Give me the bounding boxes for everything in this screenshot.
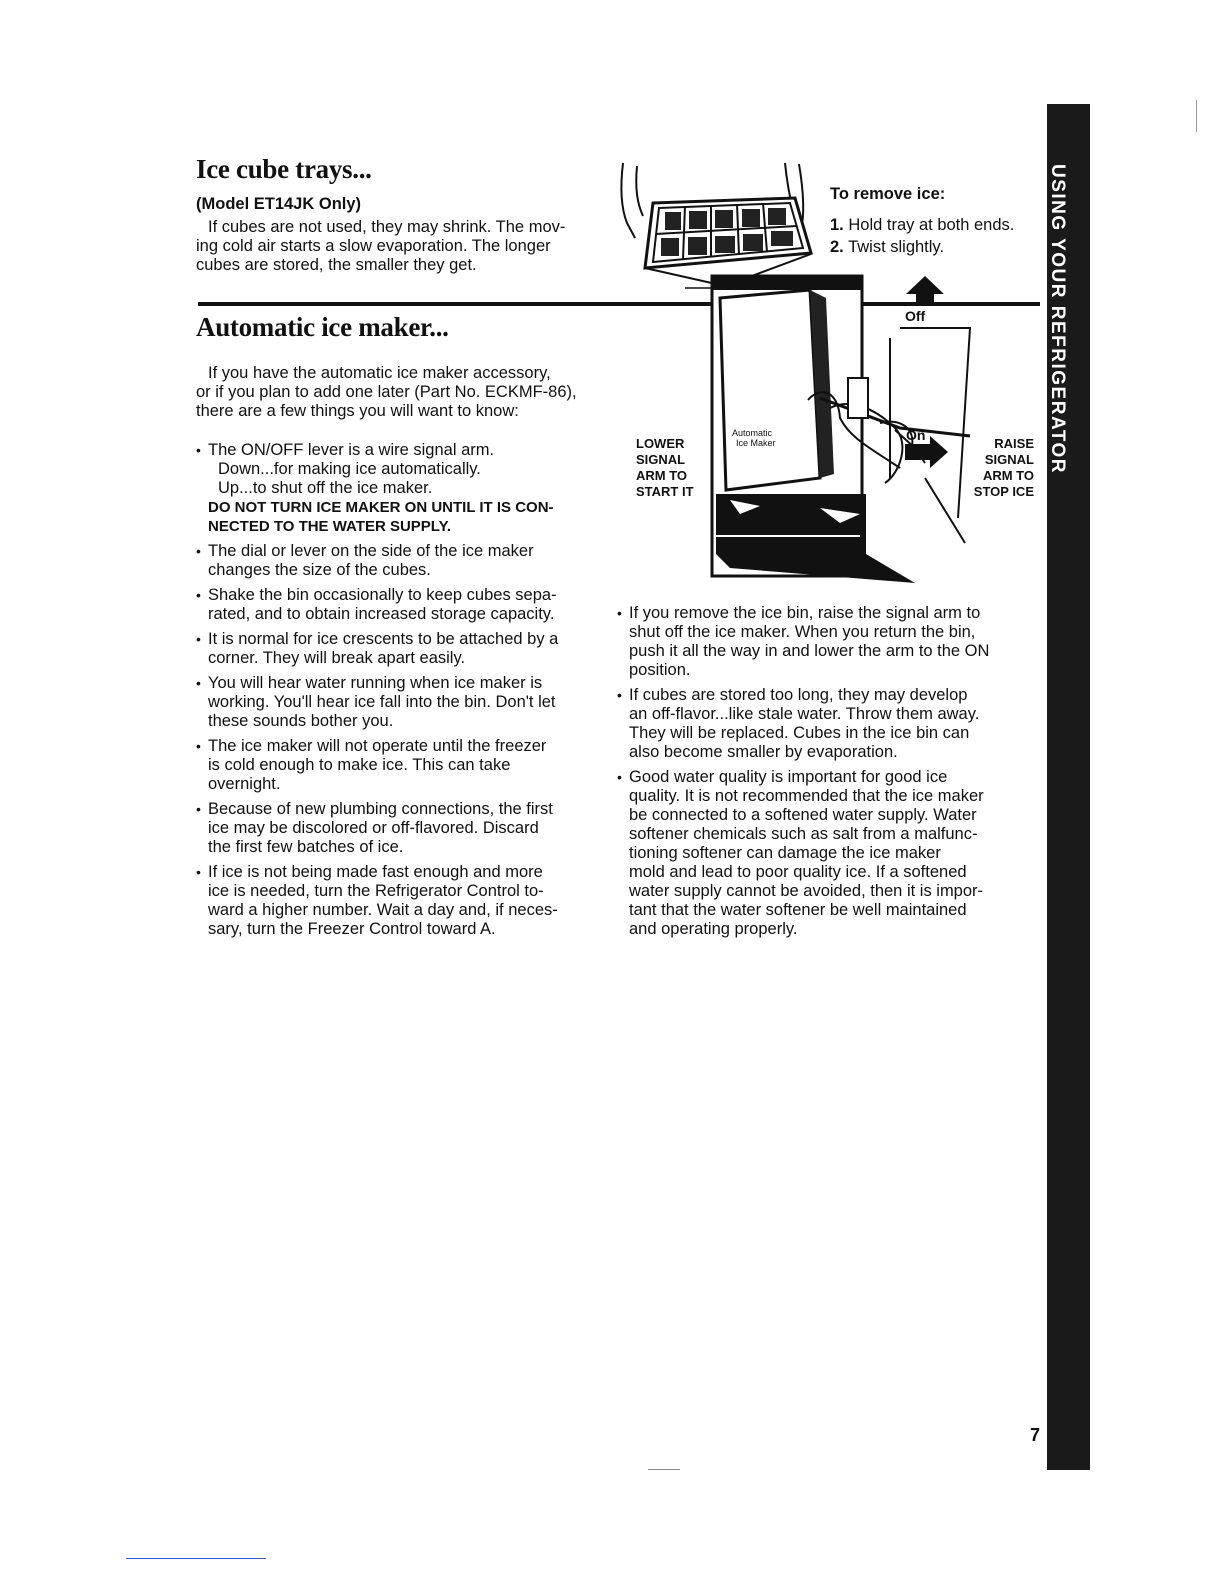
remove-step	[830, 216, 1014, 235]
intro-line: or if you plan to add one later (Part No. ECKMF-86),	[196, 383, 577, 401]
callout-line: STOP ICE	[973, 484, 1034, 499]
bullet-line: • The ice maker will not operate until the freezer	[208, 737, 547, 755]
scan-mark	[1196, 100, 1197, 132]
bullet-line: • The ON/OFF lever is a wire signal arm.	[208, 441, 495, 459]
unit-label: Automatic	[732, 428, 773, 438]
bullet-line: They will be replaced. Cubes in the ice bin can	[629, 724, 970, 742]
bullet-line: sary, turn the Freezer Control toward A.	[208, 920, 496, 938]
bullet-line: • Good water quality is important for good ice	[629, 768, 948, 786]
remove-ice-heading: To remove ice:	[830, 185, 946, 203]
warning-line: DO NOT TURN ICE MAKER ON UNTIL IT IS CON-	[208, 499, 554, 516]
list-item	[617, 686, 1037, 762]
step-number: 1.	[830, 216, 844, 234]
remove-step	[830, 238, 944, 257]
callout-line: ARM TO	[636, 468, 688, 483]
callout-line: START IT	[636, 484, 694, 499]
list-item	[617, 604, 1037, 680]
bullet-line: • If you remove the ice bin, raise the signal arm to	[629, 604, 981, 622]
callout-line: SIGNAL	[984, 452, 1034, 467]
bullet-line: softener chemicals such as salt from a malfunc-	[629, 825, 978, 843]
intro-line: If you have the automatic ice maker accessory,	[208, 364, 551, 382]
list-item	[196, 737, 614, 794]
step-text: Twist slightly.	[848, 238, 945, 256]
callout-line: LOWER	[636, 436, 685, 451]
bullet-line: shut off the ice maker. When you return the bin,	[629, 623, 976, 641]
bullet-line: ward a higher number. Wait a day and, if neces-	[208, 901, 558, 919]
bullet-line: rated, and to obtain increased storage capacity.	[208, 605, 555, 623]
intro-line: there are a few things you will want to know:	[196, 402, 519, 420]
automatic-ice-maker-title: Automatic ice maker...	[196, 312, 449, 342]
left-bullet-list	[196, 441, 614, 939]
raise-arm-callout	[968, 436, 1034, 500]
list-item	[196, 630, 614, 668]
callout-line: RAISE	[994, 436, 1034, 451]
off-label: Off	[905, 308, 926, 324]
paragraph-line: ing cold air starts a slow evaporation. The longer	[196, 237, 551, 255]
bullet-line: and operating properly.	[629, 920, 798, 938]
bullet-line: • If ice is not being made fast enough and more	[208, 863, 543, 881]
bullet-line: • The dial or lever on the side of the ice maker	[208, 542, 534, 560]
unit-label: Ice Maker	[736, 438, 776, 448]
list-item	[617, 768, 1037, 939]
bullet-line: mold and lead to poor quality ice. If a softened	[629, 863, 967, 881]
lower-arm-callout	[636, 436, 694, 500]
bullet-line: tant that the water softener be well maintained	[629, 901, 967, 919]
list-item	[196, 441, 614, 536]
bullet-line: position.	[629, 661, 691, 679]
on-label: On	[906, 427, 926, 443]
bullet-line: ice is needed, turn the Refrigerator Control to-	[208, 882, 544, 900]
bullet-line: • Shake the bin occasionally to keep cubes sepa-	[208, 586, 557, 604]
warning-line: NECTED TO THE WATER SUPPLY.	[208, 518, 452, 535]
bullet-line: an off-flavor...like stale water. Throw them away.	[629, 705, 980, 723]
ice-cube-trays-paragraph	[196, 218, 616, 275]
paragraph-line: If cubes are not used, they may shrink. The mov-	[208, 218, 566, 236]
list-item	[196, 586, 614, 624]
bullet-line: Down...for making ice automatically.	[218, 460, 481, 478]
list-item	[196, 800, 614, 857]
callout-line: SIGNAL	[636, 452, 686, 467]
bullet-line: push it all the way in and lower the arm to the ON	[629, 642, 990, 660]
bullet-line: tioning softener can damage the ice maker	[629, 844, 941, 862]
step-number: 2.	[830, 238, 844, 256]
ice-cube-trays-title: Ice cube trays...	[196, 154, 372, 184]
bullet-line: • If cubes are stored too long, they may develop	[629, 686, 968, 704]
bullet-line: these sounds bother you.	[208, 712, 394, 730]
bullet-line: is cold enough to make ice. This can take	[208, 756, 511, 774]
bullet-line: Up...to shut off the ice maker.	[218, 479, 433, 497]
bullet-line: • You will hear water running when ice maker is	[208, 674, 543, 692]
model-note: (Model ET14JK Only)	[196, 195, 362, 213]
scan-mark	[126, 1558, 266, 1559]
right-bullet-list	[617, 604, 1037, 939]
paragraph-line: cubes are stored, the smaller they get.	[196, 256, 477, 274]
bullet-line: changes the size of the cubes.	[208, 561, 431, 579]
bullet-line: be connected to a softened water supply. Water	[629, 806, 977, 824]
bullet-line: • Because of new plumbing connections, the first	[208, 800, 553, 818]
callout-line: ARM TO	[982, 468, 1034, 483]
bullet-line: corner. They will break apart easily.	[208, 649, 466, 667]
bullet-line: quality. It is not recommended that the ice maker	[629, 787, 984, 805]
side-tab-label: USING YOUR REFRIGERATOR	[1047, 164, 1068, 475]
page-number: 7	[1030, 1425, 1041, 1445]
ice-maker-intro	[196, 364, 616, 421]
bullet-line: water supply cannot be avoided, then it is impor-	[629, 882, 984, 900]
right-bullet-column	[617, 604, 1037, 945]
bullet-line: the first few batches of ice.	[208, 838, 404, 856]
step-text: Hold tray at both ends.	[848, 216, 1015, 234]
bullet-line: ice may be discolored or off-flavored. Discard	[208, 819, 539, 837]
ice-maker-diagram	[700, 268, 975, 588]
list-item	[196, 542, 614, 580]
scan-mark	[648, 1469, 680, 1470]
list-item	[196, 674, 614, 731]
left-bullet-column	[196, 441, 614, 945]
list-item	[196, 863, 614, 939]
bullet-line: also become smaller by evaporation.	[629, 743, 898, 761]
bullet-line: • It is normal for ice crescents to be attached by a	[208, 630, 559, 648]
bullet-line: overnight.	[208, 775, 281, 793]
bullet-line: working. You'll hear ice fall into the bin. Don't let	[208, 693, 556, 711]
